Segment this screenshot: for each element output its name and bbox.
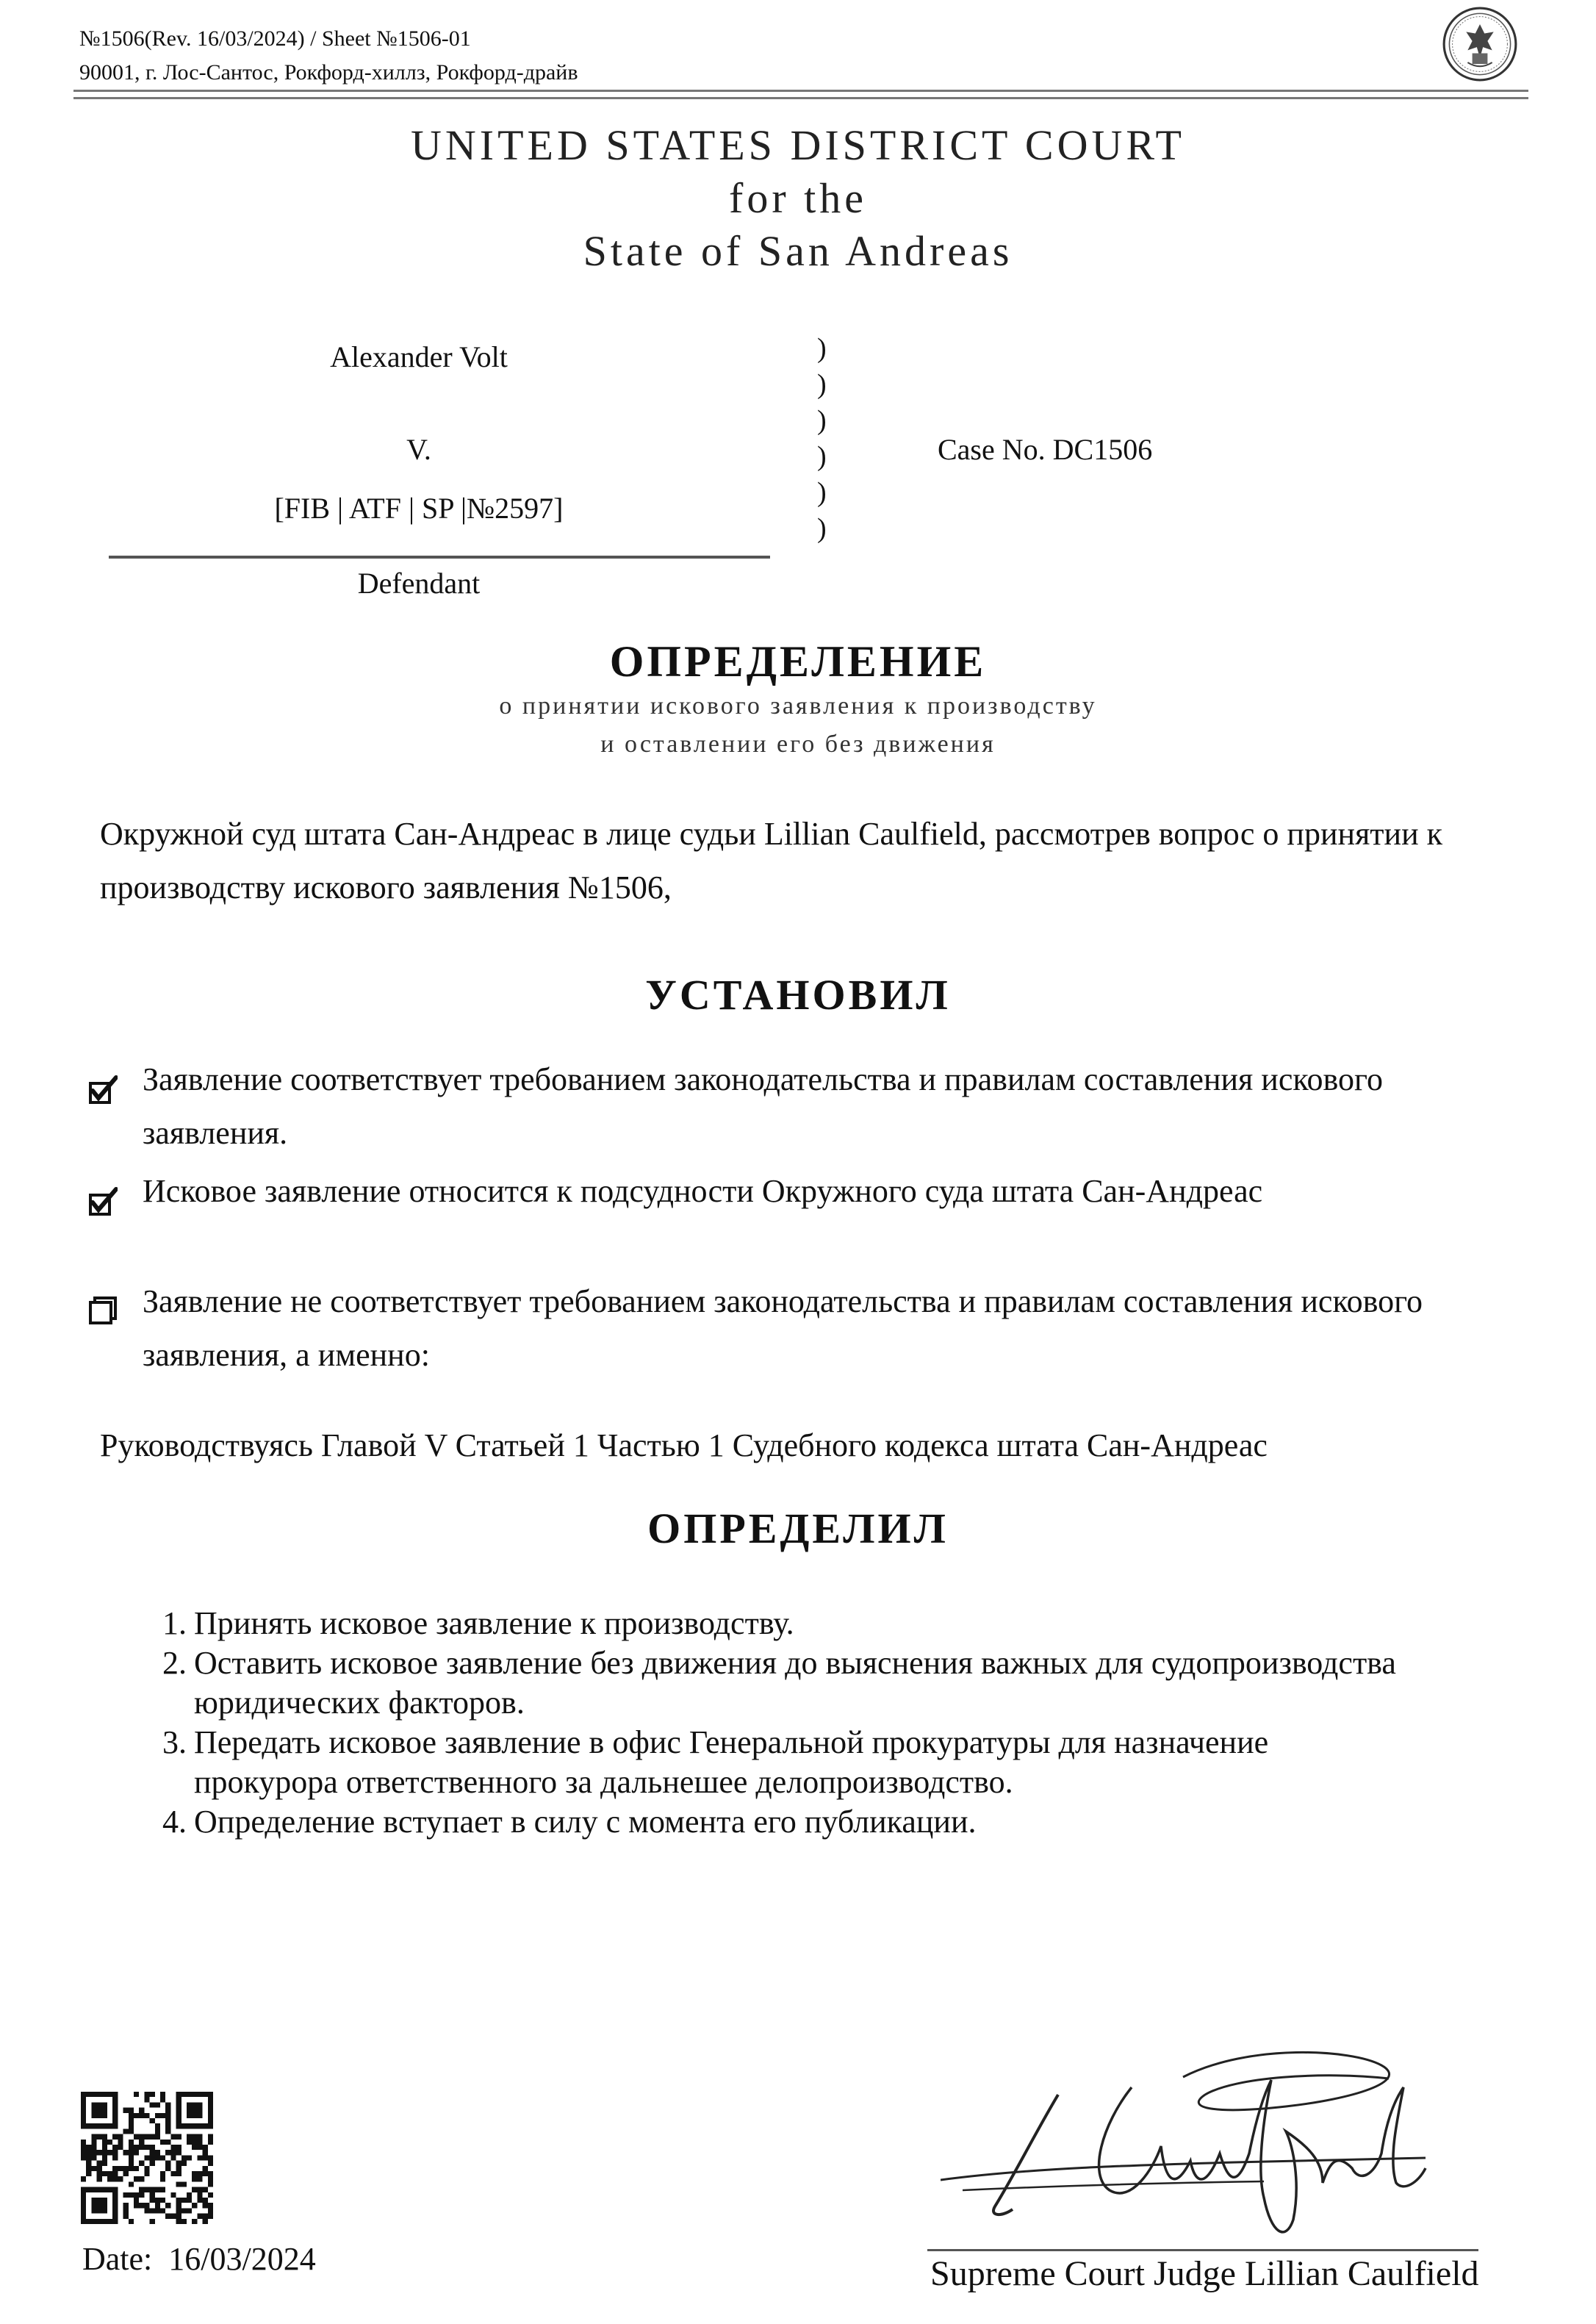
court-name: UNITED STATES DISTRICT COURT [411,121,1185,169]
paren: ) [817,333,827,364]
court-seal-icon [1442,6,1518,82]
list-number: 1. [162,1605,187,1641]
list-text: Передать исковое заявление в офис Генеральной прокуратуры для назначение прокурора ответственного за дальнешее делопроизводство. [194,1724,1269,1800]
document-reference: №1506(Rev. 16/03/2024) / Sheet №1506-01 [79,26,471,51]
signer-name: Supreme Court Judge Lillian Caulfield [930,2254,1479,2293]
header-rule-bottom [73,97,1528,99]
caption-rule [109,556,770,559]
list-number: 4. [162,1804,187,1840]
judge-signature [941,2036,1499,2256]
qr-code-icon [81,2092,213,2224]
court-state: State of San Andreas [583,227,1013,275]
list-item [147,1802,1470,1842]
list-text: Оставить исковое заявление без движения до выяснения важных для судопроизводства юридических факторов. [194,1645,1396,1721]
court-for: for the [729,174,867,222]
document-title: ОПРЕДЕЛЕНИЕ [609,637,987,686]
document-subtitle-1: о принятии искового заявления к производству [499,692,1097,720]
court-address: 90001, г. Лос-Сантос, Рокфорд-хиллз, Рокфорд-драйв [79,60,578,85]
versus-label: V. [406,433,431,466]
paren: ) [817,513,827,544]
finding-item: Заявление не соответствует требованием законодательства и правилам составления искового заявления, а именно: [143,1283,1423,1373]
paren: ) [817,441,827,472]
date-label: Date: [82,2241,153,2277]
plaintiff-name: Alexander Volt [330,340,508,373]
checked-box-icon [88,1186,118,1217]
unchecked-box-icon [88,1295,118,1326]
document-subtitle-2: и оставлении его без движения [600,731,996,758]
caption-parentheses [817,331,827,547]
legal-basis-paragraph: Руководствуясь Главой V Статьей 1 Частью 1 Судебного кодекса штата Сан-Андреас [100,1427,1268,1463]
list-item [147,1604,1470,1643]
paren: ) [817,369,827,400]
header-rule-top [73,90,1528,92]
section-heading-found: УСТАНОВИЛ [645,971,951,1019]
list-item [147,1723,1470,1802]
case-number: Case No. DC1506 [938,433,1153,466]
finding-item: Заявление соответствует требованием законодательства и правилам составления искового заявления. [143,1061,1383,1151]
signature-rule [927,2249,1478,2251]
paren: ) [817,405,827,436]
intro-paragraph: Окружной суд штата Сан-Андреас в лице судьи Lillian Caulfield, рассмотрев вопрос о принятии к производству искового заявления №1506, [100,816,1443,905]
list-text: Принять исковое заявление к производству. [194,1605,794,1641]
date-line [82,2240,316,2278]
list-number: 3. [162,1724,187,1760]
date-value: 16/03/2024 [168,2241,316,2277]
list-item [147,1643,1470,1723]
list-number: 2. [162,1645,187,1681]
paren: ) [817,477,827,508]
list-text: Определение вступает в силу с момента его публикации. [194,1804,977,1840]
defendant-role-label: Defendant [357,567,481,600]
section-heading-decided: ОПРЕДЕЛИЛ [647,1504,949,1552]
decision-list [147,1604,1470,1842]
checked-box-icon [88,1075,118,1105]
defendant-name: [FIB | ATF | SP |№2597] [274,492,564,525]
finding-item: Исковое заявление относится к подсудности Окружного суда штата Сан-Андреас [143,1173,1263,1209]
